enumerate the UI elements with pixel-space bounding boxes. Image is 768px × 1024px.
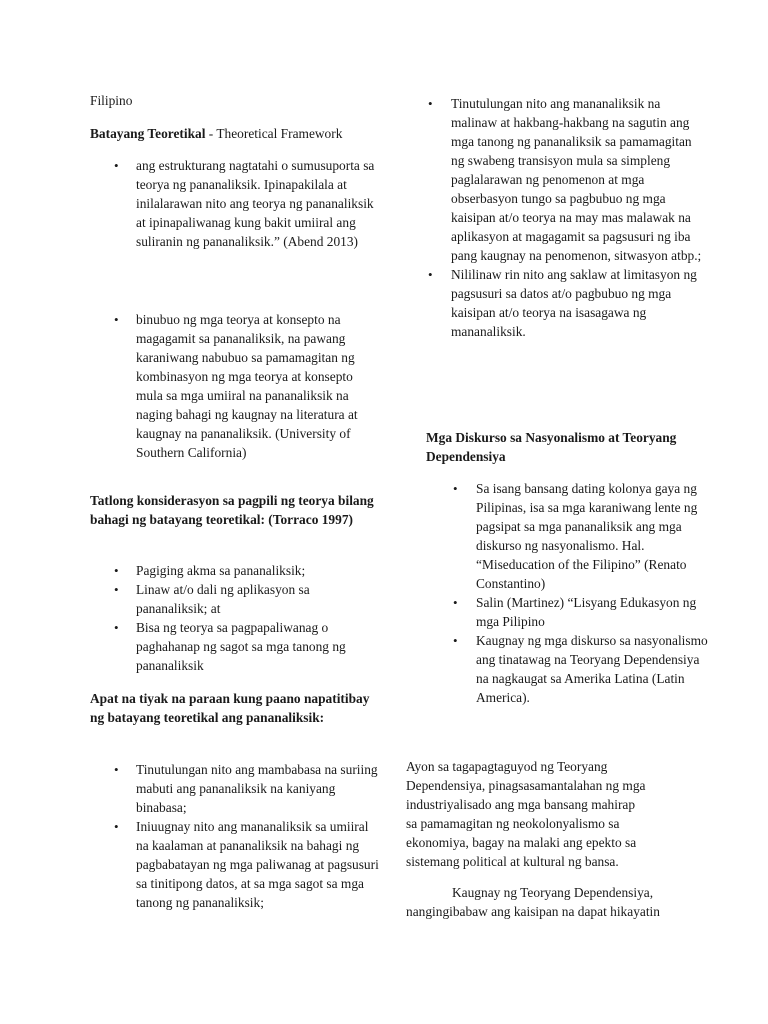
heading-translation: - Theoretical Framework — [205, 126, 343, 141]
continued-list — [406, 94, 708, 341]
apat-na-paraan-heading: Apat na tiyak na paraan kung paano napatitibay ng batayang teoretikal ang pananaliksik: — [90, 691, 370, 725]
list-item: • Tinutulungan nito ang mananaliksik na malinaw at hakbang-hakbang na sagutin ang mga tanong ng pananaliksik sa pamamagitan ng swabeng transisyon mula sa simpleng paglalarawan ng penomenon at mga obserbasyon tungo sa pagbubuo ng mga kaisipan at/o teorya na may mas malawak na aplikasyon at magagamit sa pagsusuri ng iba pang kaugnay na penomenon, sitwasyon atbp.; — [406, 94, 708, 265]
list-item: • Kaugnay ng mga diskurso sa nasyonalismo ang tinatawag na Teoryang Dependensiya na nagkaugat sa Amerika Latina (Latin America). — [406, 631, 708, 707]
heading-bold-term: Batayang Teoretikal — [90, 126, 206, 141]
list-item: • Iniuugnay nito ang mananaliksik sa umiiral na kaalaman at pananaliksik na bahagi ng pagbabatayan ng mga paliwanag at pagsusuri sa tinitipong datos, at sa mga sagot sa mga tanong ng pananaliksik; — [90, 817, 380, 912]
list-item: • Sa isang bansang dating kolonya gaya ng Pilipinas, isa sa mga karaniwang lente ng pagsipat sa mga pananaliksik ang mga diskurso ng nasyonalismo. Hal. “Miseducation of the Filipino” (Renato Constantino) — [406, 479, 708, 593]
section-heading-batayang-teoretikal — [90, 124, 380, 143]
list-item: • Salin (Martinez) “Lisyang Edukasyon ng mga Pilipino — [406, 593, 708, 631]
paraan-list — [90, 760, 380, 912]
list-item: • Pagiging akma sa pananaliksik; — [90, 561, 380, 580]
subject-label: Filipino — [90, 93, 133, 108]
konsiderasyon-list — [90, 561, 380, 675]
paragraph-kaugnay: Kaugnay ng Teoryang Dependensiya, nangingibabaw ang kaisipan na dapat hikayatin — [406, 885, 660, 919]
definition-list — [90, 156, 380, 251]
list-item: • binubuo ng mga teorya at konsepto na magagamit sa pananaliksik, na pawang karaniwang nabubuo sa pamamagitan ng kombinasyon ng mga teorya at konsepto mula sa mga umiiral na pananaliksik na naging bahagi ng kaugnay na literatura at kaugnay na pananaliksik. (University of Southern California) — [90, 310, 380, 462]
list-item: • Tinutulungan nito ang mambabasa na suriing mabuti ang pananaliksik na kaniyang binabasa; — [90, 760, 380, 817]
list-item: • Bisa ng teorya sa pagpapaliwanag o paghahanap ng sagot sa mga tanong ng pananaliksik — [90, 618, 380, 675]
tatlong-konsiderasyon-heading: Tatlong konsiderasyon sa pagpili ng teorya bilang bahagi ng batayang teoretikal: (Torraco 1997) — [90, 493, 374, 527]
list-item: • ang estrukturang nagtatahi o sumusuporta sa teorya ng pananaliksik. Ipinapakilala at inilalarawan nito ang teorya ng pananaliksik at ipinapaliwanag kung bakit umiiral ang suliranin ng pananaliksik.” (Abend 2013) — [90, 156, 380, 251]
paragraph-ayon: Ayon sa tagapagtaguyod ng Teoryang Dependensiya, pinagsasamantalahan ng mga industriyalisado ang mga bansang mahirap sa pamamagitan ng neokolonyalismo sa ekonomiya, bagay na malaki ang epekto sa sistemang political at kultural ng bansa. — [406, 759, 646, 869]
definition-list-2 — [90, 310, 380, 462]
diskurso-heading: Mga Diskurso sa Nasyonalismo at Teoryang Dependensiya — [426, 430, 677, 464]
diskurso-list — [406, 479, 708, 707]
list-item: • Nililinaw rin nito ang saklaw at limitasyon ng pagsusuri sa datos at/o pagbubuo ng mga kaisipan at/o teorya na isasagawa ng mananaliksik. — [406, 265, 708, 341]
list-item: • Linaw at/o dali ng aplikasyon sa pananaliksik; at — [90, 580, 380, 618]
